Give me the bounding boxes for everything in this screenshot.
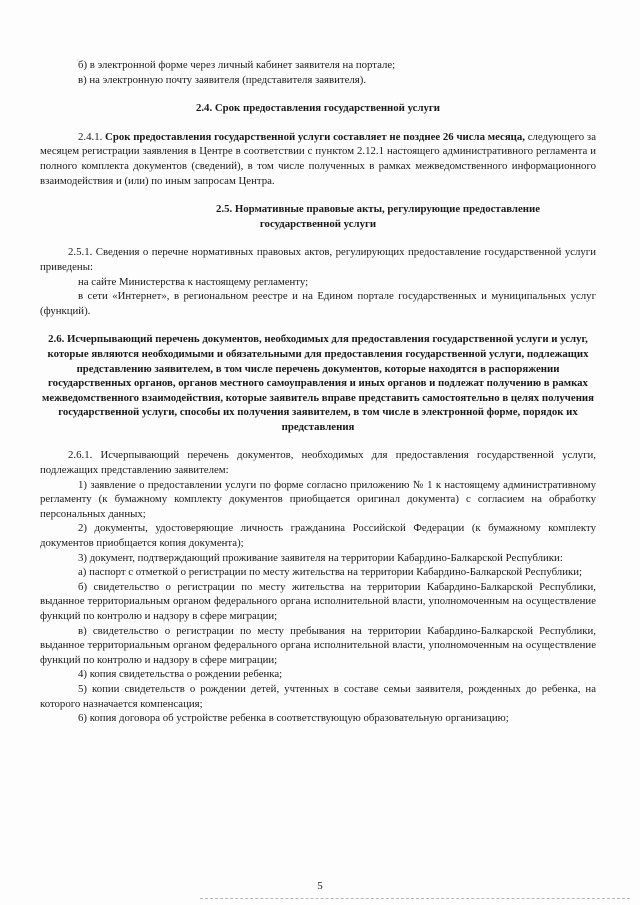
list-item: а) паспорт с отметкой о регистрации по месту жительства на территории Кабардино-Балкарской Республики; (78, 566, 582, 579)
section-2-5-para3: в сети «Интернет», в региональном реестре и на Едином портале государственных и муниципальных услуг (функций). (40, 290, 596, 317)
section-2-5-title-line1: 2.5. Нормативные правовые акты, регулирующие предоставление (215, 203, 541, 216)
section-2-5-para2: на сайте Министерства к настоящему регламенту; (78, 275, 309, 288)
list-item: 3) документ, подтверждающий проживание заявителя на территории Кабардино-Балкарской Республики: (78, 551, 563, 564)
section-2-6-title: 2.6. Исчерпывающий перечень документов, необходимых для предоставления государственной услуги и услуг, которые являются необходимыми и обязательными для предоставления государственной услуги, подлежащих представлению заявителем, в том числе перечень документов, которые находятся в распоряжении государственных органов, органов местного самоуправления и иных органов и подлежат получению в рамках межведомственного взаимодействия, которые заявитель вправе представить самостоятельно в целях получения государственной услуги, способы их получения заявителем, в том числе в электронной форме, порядок их представления (42, 333, 594, 433)
intro-line-c: в) на электронную почту заявителя (представителя заявителя). (78, 73, 367, 86)
section-2-4-text: следующего за месяцем регистрации заявления в Центре в соответствии с пунктом 2.12.1 настоящего административного регламента и полного комплекта документов (сведений), в том числе полученных в рамках межведомственного информационного взаимодействия и (или) по иным запросам Центра. (40, 130, 596, 187)
page-content (40, 58, 596, 726)
list-item: 4) копия свидетельства о рождении ребенка; (78, 668, 283, 681)
section-2-5-title-line2: государственной услуги (259, 217, 377, 230)
list-item: б) свидетельство о регистрации по месту жительства на территории Кабардино-Балкарской Республики, выданное территориальным органом федерального органа исполнительной власти, уполномоченным на осуществление функций по контролю и надзору в сфере миграции; (40, 580, 596, 622)
section-2-4-bold-text: Срок предоставления государственной услуги составляет не позднее 26 числа месяца, (105, 130, 525, 143)
list-item: в) свидетельство о регистрации по месту пребывания на территории Кабардино-Балкарской Республики, выданное территориальным органом федерального органа исполнительной власти, уполномоченным на осуществление функций по контролю и надзору в сфере миграции; (40, 624, 596, 666)
list-item: 2) документы, удостоверяющие личность гражданина Российской Федерации (к бумажному комплекту документов приобщается копия документа); (40, 522, 596, 550)
section-2-4-number: 2.4.1. (78, 130, 103, 143)
page-number: 5 (317, 880, 323, 892)
intro-line-b: б) в электронной форме через личный кабинет заявителя на портале; (78, 59, 396, 71)
section-2-5-para1: 2.5.1. Сведения о перечне нормативных правовых актов, регулирующих предоставление государственной услуги приведены: (40, 246, 596, 273)
list-item: 6) копия договора об устройстве ребенка в соответствующую образовательную организацию; (78, 712, 509, 725)
section-2-4-paragraph (40, 130, 596, 188)
section-2-4-title: 2.4. Срок предоставления государственной услуги (195, 102, 441, 115)
list-item: 1) заявление о предоставлении услуги по форме согласно приложению № 1 к настоящему административному регламенту (к бумажному комплекту документов приобщается оригинал документа) с согласием на обработку персональных данных; (40, 478, 596, 520)
list-item: 5) копии свидетельств о рождении детей, учтенных в составе семьи заявителя, рожденных до ребенка, на которого назначается компенсация; (40, 682, 596, 710)
scan-edge-divider (200, 898, 630, 899)
section-2-6-intro: 2.6.1. Исчерпывающий перечень документов, необходимых для предоставления государственной услуги, подлежащих представлению заявителем: (40, 449, 596, 477)
